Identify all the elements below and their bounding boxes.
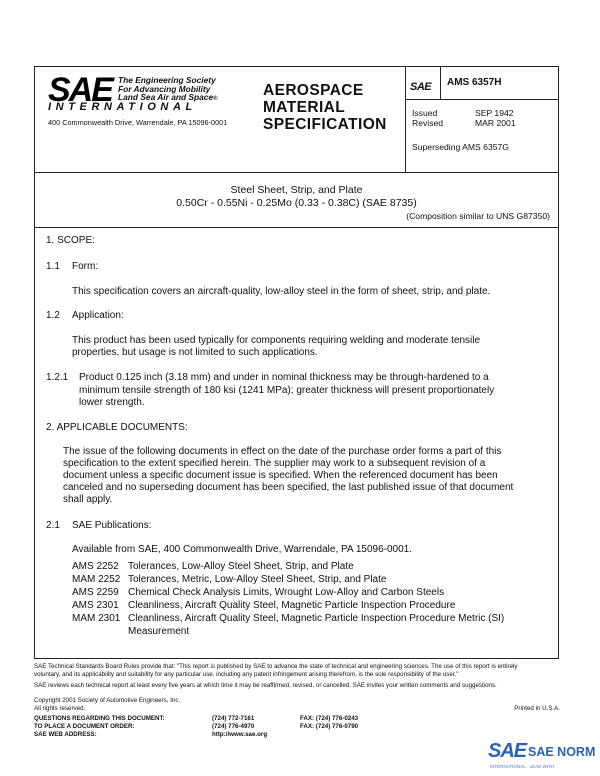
revised-value: MAR 2001 — [475, 118, 516, 128]
watermark-text: SAE NORM — [528, 745, 596, 759]
list-item-continuation — [72, 625, 504, 638]
section-1-1-num: 1.1 — [46, 261, 60, 272]
section-1-2-1-text-1: Product 0.125 inch (3.18 mm) and under in nominal thickness may be through-hardened to a — [79, 372, 489, 383]
footer-copyright: Copyright 2001 Society of Automotive Engineers, Inc. — [34, 697, 181, 704]
questions-label: QUESTIONS REGARDING THIS DOCUMENT: — [34, 715, 165, 722]
issued-label: Issued — [412, 108, 438, 118]
society-text — [118, 76, 218, 104]
section-1-heading: 1. SCOPE: — [46, 235, 95, 246]
section-2-1-num: 2.1 — [46, 520, 60, 531]
order-tel: (724) 776-4970 — [212, 723, 255, 730]
frame-left — [34, 66, 35, 658]
title-line-3: SPECIFICATION — [263, 116, 387, 133]
footer-rules-line-1: SAE Technical Standards Board Rules provide that: "This report is published by SAE to advance the state of technical and engineering sciences. The use of this report is entirely — [34, 663, 518, 670]
section-2-text-3: document unless a specific document issue is specified. When the referenced document has been — [63, 470, 498, 481]
section-1-1-text: This specification covers an aircraft-quality, low-alloy steel in the form of sheet, strip, and plate. — [72, 286, 491, 297]
questions-fax: FAX: (724) 776-0243 — [300, 715, 359, 722]
list-item — [72, 573, 504, 586]
header-divider — [34, 172, 559, 173]
frame-top — [34, 66, 559, 67]
footer-rules — [34, 663, 564, 678]
society-line-1: The Engineering Society — [118, 75, 216, 85]
section-1-2-title: Application: — [72, 310, 124, 321]
issued-value: SEP 1942 — [475, 108, 514, 118]
title-line-1: AEROSPACE — [263, 82, 364, 99]
superseding: Superseding AMS 6357G — [412, 142, 509, 152]
international-text: INTERNATIONAL — [48, 101, 197, 113]
sae-norm-watermark — [488, 738, 600, 776]
small-sae-logo — [410, 77, 431, 95]
revised-label: Revised — [412, 118, 444, 128]
section-2-heading: 2. APPLICABLE DOCUMENTS: — [46, 422, 188, 433]
web-url[interactable]: http://www.sae.org — [212, 731, 268, 738]
doc-box-row — [405, 99, 559, 100]
doc-title: Tolerances, Metric, Low-Alloy Steel Sheet, Strip, and Plate — [128, 574, 387, 585]
registered-mark: ® — [213, 96, 218, 103]
sae-address: 400 Commonwealth Drive, Warrendale, PA 15096-0001 — [48, 118, 228, 127]
watermark-subtext: INTERNATIONAL · LEAD WITH — [490, 764, 555, 769]
title-line-2: MATERIAL — [263, 99, 346, 116]
subject-line-2: 0.50Cr - 0.55Ni - 0.25Mo (0.33 - 0.38C) (SAE 8735) — [176, 197, 417, 209]
order-fax: FAX: (724) 776-0790 — [300, 723, 359, 730]
doc-code: AMS 2252 — [72, 561, 119, 572]
doc-number: AMS 6357H — [447, 77, 502, 88]
section-1-2-1-num: 1.2.1 — [46, 372, 69, 383]
frame-bottom — [34, 658, 559, 659]
doc-code: MAM 2301 — [72, 613, 121, 624]
subject-line-1: Steel Sheet, Strip, and Plate — [230, 184, 363, 196]
questions-tel: (724) 772-7161 — [212, 715, 255, 722]
doc-title: Chemical Check Analysis Limits, Wrought Low-Alloy and Carbon Steels — [128, 587, 445, 598]
footer-rights: All rights reserved. — [34, 705, 86, 712]
section-2-text-1: The issue of the following documents in effect on the date of the purchase order forms a part of this — [63, 446, 502, 457]
society-line-2: For Advancing Mobility — [118, 83, 211, 94]
list-item — [72, 560, 504, 573]
web-label: SAE WEB ADDRESS: — [34, 731, 97, 738]
order-label: TO PLACE A DOCUMENT ORDER: — [34, 723, 135, 730]
doc-code: AMS 2301 — [72, 600, 119, 611]
section-1-2-text-1: This product has been used typically for components requiring welding and moderate tensile — [72, 335, 481, 346]
frame-right — [558, 66, 559, 658]
doc-title-continuation: Measurement — [128, 626, 190, 637]
section-1-2-num: 1.2 — [46, 310, 60, 321]
section-1-1-title: Form: — [72, 261, 99, 272]
document-list — [72, 560, 504, 638]
section-2-text-4: canceled and no superseding document has been specified, the last published issue of that document — [63, 482, 514, 493]
section-2-1-available: Available from SAE, 400 Commonwealth Drive, Warrendale, PA 15096-0001. — [72, 544, 412, 555]
section-1-2-text-2: properties, but usage is not limited to such applications. — [72, 347, 318, 358]
doc-title: Cleanliness, Aircraft Quality Steel, Magnetic Particle Inspection Procedure — [128, 600, 456, 611]
section-2-text-2: specification to the extent specified herein. The supplier may work to a subsequent revision of a — [63, 458, 486, 469]
subject-divider — [34, 227, 559, 228]
doc-box-inner — [440, 66, 441, 99]
footer-review: SAE reviews each technical report at least every five years at which time it may be reaffirmed, revised, or cancelled. SAE invites your written comments and suggestions. — [34, 682, 497, 689]
list-item — [72, 586, 504, 599]
footer-printed: Printed in U.S.A. — [514, 705, 560, 712]
list-item — [72, 599, 504, 612]
doc-title: Cleanliness, Aircraft Quality Steel, Magnetic Particle Inspection Procedure Metric (SI) — [128, 613, 505, 624]
doc-code: AMS 2259 — [72, 587, 119, 598]
section-1-2-1-text-2: minimum tensile strength of 180 ksi (1241 MPa); greater thickness will present proportionately — [79, 385, 495, 396]
subject-line-3: (Composition similar to UNS G87350) — [406, 211, 550, 221]
society-line-3: Land Sea Air and Space — [118, 92, 214, 103]
doc-title: Tolerances, Low-Alloy Steel Sheet, Strip, and Plate — [128, 561, 354, 572]
section-1-2-1-text-3: lower strength. — [79, 397, 145, 408]
doc-code: MAM 2252 — [72, 574, 121, 585]
small-sae-logo-text: SAE — [410, 81, 432, 93]
list-item — [72, 612, 504, 625]
spec-title — [263, 82, 387, 133]
sae-logo-text: SAE — [48, 71, 112, 109]
section-2-text-5: shall apply. — [63, 494, 113, 505]
watermark-logo-text: SAE — [488, 740, 527, 762]
section-2-1-title: SAE Publications: — [72, 520, 152, 531]
doc-box-left — [405, 66, 406, 172]
footer-rules-line-2: voluntary, and its applicability and suitability for any particular use, including any patent infringement arising therefrom, is the sole responsibility of the user." — [34, 670, 459, 678]
